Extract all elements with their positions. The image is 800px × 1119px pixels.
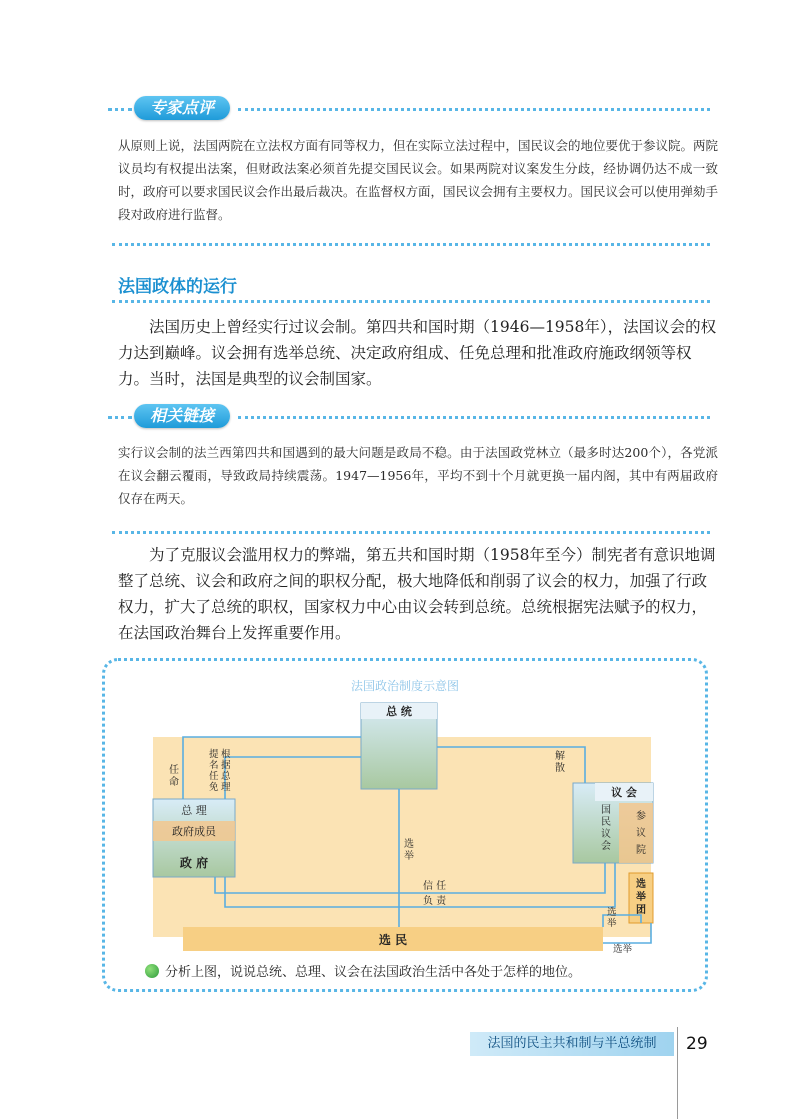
- bullet-icon: [145, 964, 159, 978]
- chapter-footer: 法国的民主共和制与半总统制: [470, 1032, 674, 1056]
- expert-comment-label: 专家点评: [134, 96, 230, 120]
- section-heading: 法国政体的运行: [118, 277, 237, 297]
- political-system-diagram: [105, 661, 705, 991]
- related-link-label: 相关链接: [134, 404, 230, 428]
- elect-college-label: 选举: [613, 944, 633, 955]
- related-link-text: 实行议会制的法兰西第四共和国遇到的最大问题是政局不稳。由于法国政党林立（最多时达200个），各党派在议会翻云覆雨，导致政局持续震荡。1947—1956年，平均不到十个月就更换一届内阁，其中有两届政府仅存在两天。: [118, 445, 718, 506]
- responsible-label: 负 责: [423, 896, 447, 907]
- dotted-rule-related: [108, 416, 132, 419]
- dotted-rule-top: [108, 108, 132, 111]
- paragraph-fifth-republic: 为了克服议会滥用权力的弊端，第五共和国时期（1958年至今）制宪者有意识地调整了总统、议会和政府之间的职权分配，极大地降低和削弱了议会的权力，加强了行政权力，扩大了总统的职权，国家权力中心由议会转到总统。总统根据宪法赋予的权力，在法国政治舞台上发挥重要作用。: [118, 546, 716, 642]
- elect-assembly-label: 选举: [607, 907, 617, 929]
- dotted-rule-top-right: [238, 108, 710, 111]
- national-assembly-label: 国民议会: [601, 805, 611, 852]
- senate-label: 参议院: [636, 811, 646, 856]
- paragraph-parliamentary-system: 法国历史上曾经实行过议会制。第四共和国时期（1946—1958年），法国议会的权力达到巅峰。议会拥有选举总统、决定政府组成、任免总理和批准政府施政纲领等权力。当时，法国是典型的议会制国家。: [118, 318, 717, 388]
- electoral-college-label: 选举团: [636, 879, 646, 916]
- diagram-frame: [102, 658, 708, 992]
- diagram-title: 法国政治制度示意图: [350, 679, 459, 693]
- appoint-label: 任命: [169, 765, 179, 788]
- dotted-rule-related-right: [238, 416, 710, 419]
- question-text: 分析上图，说说总统、总理、议会在法国政治生活中各处于怎样的地位。: [165, 965, 582, 980]
- dissolve-label: 解散: [555, 751, 565, 774]
- premier-label: 总 理: [181, 804, 207, 817]
- parliament-label: 议 会: [611, 786, 637, 799]
- president-label: 总 统: [386, 705, 412, 718]
- expert-comment-text: 从原则上说，法国两院在立法权方面有同等权力，但在实际立法过程中，国民议会的地位要优于参议院。两院议员均有权提出法案，但财政法案必须首先提交国民议会。如果两院对议案发生分歧，经协调仍达不成一致时，政府可以要求国民议会作出最后裁决。在监督权方面，国民议会拥有主要权力。国民议会可以使用弹劾手段对政府进行监督。: [118, 138, 719, 222]
- government-members-label: 政府成员: [172, 825, 216, 838]
- government-label: 政 府: [179, 856, 209, 870]
- page-number: 29: [686, 1034, 708, 1054]
- dotted-rule-heading: [112, 300, 710, 303]
- diagram-question: [145, 961, 581, 980]
- elect-president-label: 选举: [404, 839, 414, 862]
- dotted-rule-related-bottom: [112, 531, 710, 534]
- page-divider: [677, 1027, 678, 1119]
- nominate-label: 根据总理 提名任免: [209, 749, 231, 793]
- confidence-label: 信 任: [423, 881, 447, 892]
- dotted-rule-expert-bottom: [112, 243, 710, 246]
- voters-label: 选 民: [378, 933, 408, 947]
